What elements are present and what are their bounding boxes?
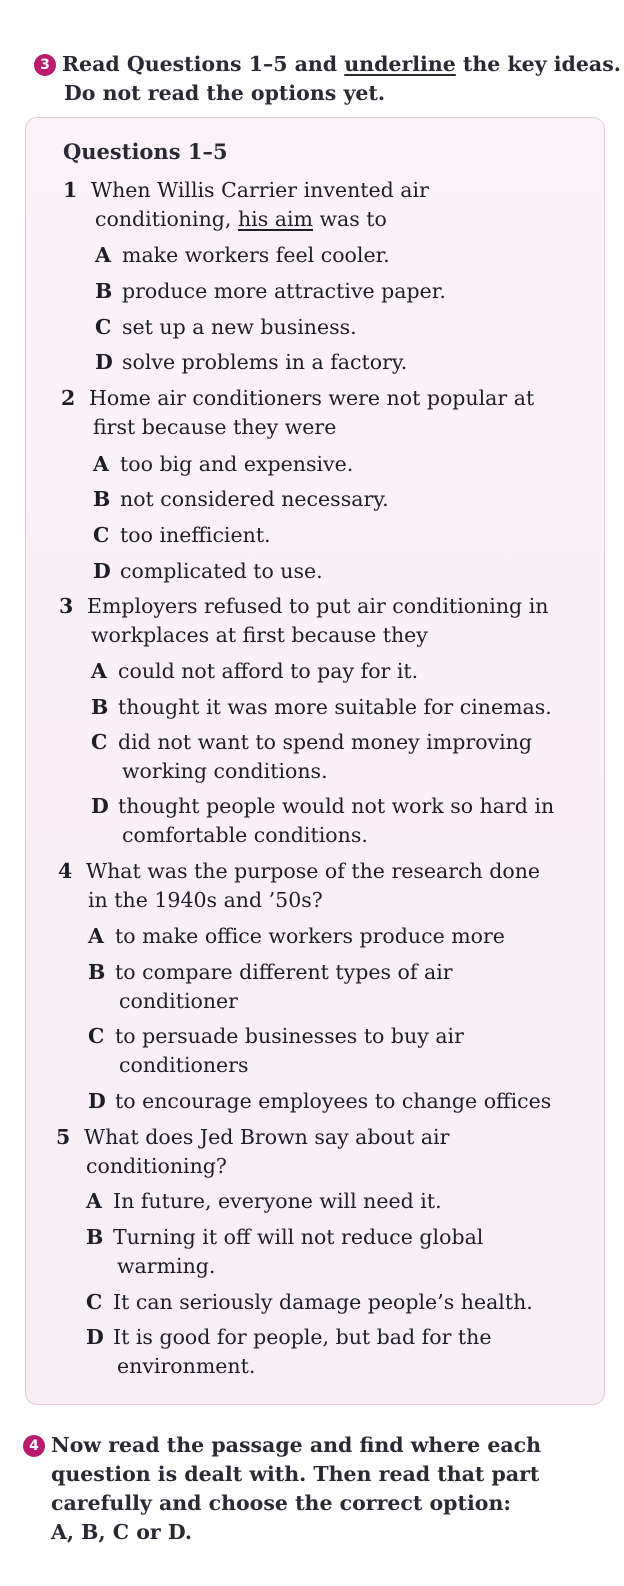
instruction-text: Read Questions 1–5 and	[62, 52, 345, 76]
question-number: 2	[61, 386, 76, 410]
option-letter: B	[93, 487, 111, 511]
instruction-text: A, B, C or D.	[51, 1520, 193, 1544]
option-d: D to encourage employees to change offices	[88, 1087, 551, 1116]
option-b: B to compare different types of air	[88, 958, 453, 987]
instruction-text: the key ideas.	[455, 52, 621, 76]
option-b: B thought it was more suitable for cinemas.	[91, 693, 552, 722]
question-number: 1	[63, 178, 78, 202]
question-stem: 5 What does Jed Brown say about air	[56, 1123, 449, 1152]
underlined-phrase: his aim	[237, 207, 313, 231]
option-c: C set up a new business.	[95, 313, 357, 342]
option-a: A too big and expensive.	[93, 450, 353, 479]
option-b: B produce more attractive paper.	[95, 277, 446, 306]
option-letter: C	[93, 523, 110, 547]
question-number: 3	[59, 594, 74, 618]
option-d: D thought people would not work so hard in	[91, 792, 554, 821]
question-stem: 3 Employers refused to put air conditioning in	[59, 592, 548, 621]
option-letter: C	[88, 1024, 105, 1048]
option-d: D solve problems in a factory.	[95, 348, 407, 377]
option-d-continued: environment.	[117, 1354, 256, 1378]
option-a: A could not afford to pay for it.	[91, 657, 418, 686]
option-c-continued: conditioners	[119, 1053, 249, 1077]
option-letter: D	[93, 559, 111, 583]
question-stem: conditioning?	[86, 1154, 227, 1178]
option-c-continued: working conditions.	[122, 759, 328, 783]
option-letter: B	[86, 1225, 104, 1249]
option-letter: D	[86, 1325, 104, 1349]
questions-heading: Questions 1–5	[63, 139, 228, 164]
step-number-badge: 3	[34, 54, 56, 76]
option-letter: D	[88, 1089, 106, 1113]
question-number: 4	[58, 859, 73, 883]
option-a: A to make office workers produce more	[88, 922, 505, 951]
option-letter: A	[91, 659, 107, 683]
option-letter: A	[88, 924, 104, 948]
option-a: A In future, everyone will need it.	[86, 1187, 442, 1216]
option-d: D complicated to use.	[93, 557, 323, 586]
option-letter: C	[86, 1290, 103, 1314]
question-stem: in the 1940s and ’50s?	[88, 888, 323, 912]
option-c: C did not want to spend money improving	[91, 728, 532, 757]
question-stem: workplaces at first because they	[91, 623, 428, 647]
underlined-word: underline	[344, 52, 456, 76]
option-letter: D	[91, 794, 109, 818]
option-c: C to persuade businesses to buy air	[88, 1022, 464, 1051]
option-b: B Turning it off will not reduce global	[86, 1223, 483, 1252]
option-b-continued: warming.	[117, 1254, 216, 1278]
option-b: B not considered necessary.	[93, 485, 389, 514]
option-d-continued: comfortable conditions.	[122, 823, 368, 847]
option-letter: B	[88, 960, 106, 984]
question-stem: 4 What was the purpose of the research done	[58, 857, 540, 886]
instruction-text: Now read the passage and find where each	[51, 1433, 542, 1457]
step-3-instruction	[34, 50, 621, 108]
option-letter: D	[95, 350, 113, 374]
option-c: C too inefficient.	[93, 521, 271, 550]
option-letter: B	[91, 695, 109, 719]
option-b-continued: conditioner	[119, 989, 238, 1013]
option-c: C It can seriously damage people’s health.	[86, 1288, 533, 1317]
option-d: D It is good for people, but bad for the	[86, 1323, 491, 1352]
instruction-text: Do not read the options yet.	[64, 81, 386, 105]
option-letter: B	[95, 279, 113, 303]
option-a: A make workers feel cooler.	[95, 241, 390, 270]
step-number-badge: 4	[23, 1435, 45, 1457]
question-stem: conditioning, his aim was to	[95, 207, 387, 231]
question-stem: first because they were	[93, 415, 337, 439]
question-number: 5	[56, 1125, 71, 1149]
option-letter: C	[95, 315, 112, 339]
option-letter: A	[86, 1189, 102, 1213]
question-stem: 1 When Willis Carrier invented air	[63, 176, 429, 205]
option-letter: A	[95, 243, 111, 267]
question-stem: 2 Home air conditioners were not popular at	[61, 384, 534, 413]
option-letter: A	[93, 452, 109, 476]
step-4-instruction	[23, 1431, 541, 1547]
instruction-text: carefully and choose the correct option:	[51, 1491, 511, 1515]
option-letter: C	[91, 730, 108, 754]
instruction-text: question is dealt with. Then read that part	[51, 1462, 540, 1486]
